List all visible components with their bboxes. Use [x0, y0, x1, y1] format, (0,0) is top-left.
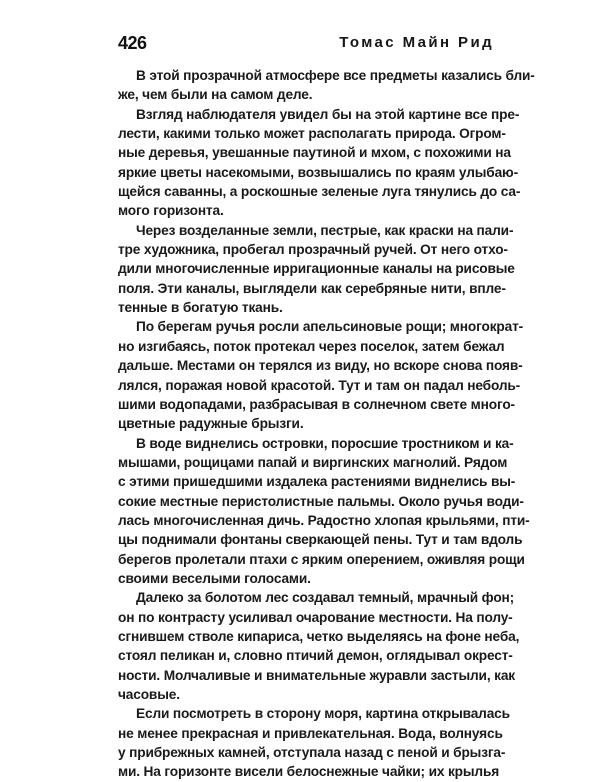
- paragraph: [118, 221, 515, 318]
- text-line: мышами, рощицами папай и виргинских магнолий. Рядом: [118, 454, 508, 470]
- text-line: тре художника, пробегал прозрачный ручей. От него отхо-: [118, 242, 508, 258]
- text-line: берегов пролетали птахи с ярким оперением, оживляя рощи: [118, 551, 525, 567]
- text-line: ности. Молчаливые и внимательные журавли застыли, как: [118, 667, 515, 683]
- paragraph: [118, 66, 535, 105]
- paragraph: [118, 105, 521, 221]
- text-line: дальше. Местами он терялся из виду, но вскоре снова появ-: [118, 358, 523, 374]
- text-line: дили многочисленные ирригационные каналы на рисовые: [118, 261, 515, 277]
- text-line: поля. Эти каналы, выглядели как серебряные нити, впле-: [118, 280, 506, 296]
- text-line: у прибрежных камней, отступала назад с пеной и брызга-: [118, 745, 506, 761]
- paragraph: [118, 588, 520, 704]
- text-line: лести, какими только может располагать природа. Огром-: [118, 126, 506, 142]
- text-line: стоял пеликан и, словно птичий демон, оглядывал окрест-: [118, 648, 513, 664]
- text-line: Через возделанные земли, пестрые, как краски на пали-: [136, 222, 514, 238]
- text-line: Взгляд наблюдателя увидел бы на этой картине все пре-: [136, 106, 520, 122]
- text-line: сокие местные перистолистные пальмы. Около ручья води-: [118, 493, 524, 509]
- text-line: же, чем были на самом деле.: [118, 87, 313, 103]
- text-line: ми. На горизонте висели белоснежные чайки; их крылья: [118, 764, 500, 780]
- text-line: В воде виднелись островки, поросшие тростником и ка-: [136, 435, 514, 451]
- text-line: ные деревья, увешанные паутиной и мхом, с похожими на: [118, 145, 511, 161]
- page-number: 426: [118, 33, 147, 53]
- paragraph: [118, 317, 524, 433]
- text-line: По берегам ручья росли апельсиновые рощи; многократ-: [136, 319, 524, 335]
- text-line: с этими пришедшими издалека растениями виднелись вы-: [118, 474, 516, 490]
- paragraph: [118, 704, 510, 781]
- text-line: не менее прекрасная и привлекательная. Вода, волнуясь: [118, 725, 503, 741]
- page-header: [118, 33, 494, 55]
- text-line: он по контрасту усиливал очарование местности. На полу-: [118, 609, 513, 625]
- text-line: сгнившем стволе кипариса, четко выделяясь на фоне неба,: [118, 628, 520, 644]
- text-line: цветные радужные брызги.: [118, 416, 304, 432]
- text-line: яркие цветы насекомыми, возвышались по краям улыбаю-: [118, 164, 518, 180]
- text-line: Если посмотреть в сторону моря, картина открывалась: [136, 706, 510, 722]
- text-line: лась многочисленная дичь. Радостно хлопая крыльями, пти-: [118, 512, 530, 528]
- text-line: лялся, поражая новой красотой. Тут и там он падал неболь-: [118, 377, 521, 393]
- running-head-author: Томас Майн Рид: [339, 34, 494, 51]
- text-line: В этой прозрачной атмосфере все предметы казались бли-: [136, 68, 535, 83]
- text-line: цы поднимали фонтаны сверкающей пены. Тут и там вдоль: [118, 532, 523, 548]
- text-line: мого горизонта.: [118, 203, 224, 219]
- text-line: шими водопадами, разбрасывая в солнечном свете много-: [118, 396, 515, 412]
- text-line: но изгибаясь, поток протекал через поселок, затем бежал: [118, 338, 505, 354]
- text-line: часовые.: [118, 687, 180, 702]
- text-line: щейся саванны, а роскошные зеленые луга тянулись до са-: [118, 184, 521, 200]
- body-text: [118, 66, 535, 782]
- paragraph: [118, 434, 530, 589]
- text-line: тенные в богатую ткань.: [118, 300, 283, 316]
- text-line: своими веселыми голосами.: [118, 570, 311, 586]
- text-line: Далеко за болотом лес создавал темный, мрачный фон;: [136, 590, 515, 606]
